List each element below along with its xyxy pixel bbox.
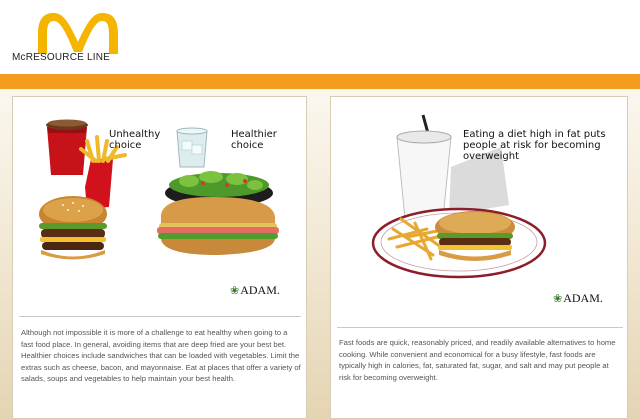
burger-icon bbox=[39, 196, 107, 260]
logo-text: McRESOURCE LINE bbox=[12, 52, 111, 63]
right-panel bbox=[330, 96, 628, 419]
adam-credit-text: ADAM. bbox=[563, 291, 603, 305]
adam-leaf-icon: ❀ bbox=[553, 293, 563, 305]
left-panel bbox=[12, 96, 307, 419]
adam-credit-text: ADAM. bbox=[240, 283, 280, 297]
adam-leaf-icon: ❀ bbox=[230, 285, 240, 297]
sub-sandwich-icon bbox=[157, 197, 279, 255]
label-healthier-line2: choice bbox=[231, 140, 264, 151]
left-description: Although not impossible it is more of a challenge to eat healthy when going to a fast food place. In general, avoiding items that are deep fried are your best bet. Healthier choices include sandwiches that can be loaded with vegetables. Limit the extras such as cheese, bacon, and mayonnaise. Eat at places that offer a variety of salads, soups and vegetables to help maintain your best health. bbox=[21, 328, 301, 384]
adam-credit bbox=[230, 283, 280, 298]
right-caption-line1: Eating a diet high in fat puts bbox=[463, 129, 606, 140]
mcdonalds-logo[interactable] bbox=[12, 12, 122, 64]
label-healthier bbox=[231, 129, 277, 151]
adam-credit bbox=[553, 291, 603, 306]
right-description: Fast foods are quick, reasonably priced, and readily available alternatives to home cooking. While convenient and economical for a busy lifestyle, fast foods are typically high in calories, fat, saturated fat, sugar, and salt and may put people at risk for becoming overweight. bbox=[339, 338, 616, 382]
header bbox=[0, 0, 640, 74]
right-caption-line2: people at risk for becoming bbox=[463, 140, 601, 151]
golden-arches-icon bbox=[32, 12, 124, 54]
right-caption-line3: overweight bbox=[463, 151, 520, 162]
label-unhealthy-line1: Unhealthy bbox=[109, 129, 161, 140]
label-unhealthy bbox=[109, 129, 160, 151]
divider bbox=[19, 316, 301, 317]
right-caption bbox=[463, 129, 606, 162]
water-glass-icon bbox=[177, 128, 207, 167]
label-healthier-line1: Healthier bbox=[231, 129, 277, 140]
brand-bar bbox=[0, 74, 640, 89]
divider bbox=[337, 327, 623, 328]
label-unhealthy-line2: choice bbox=[109, 140, 142, 151]
drink-cup-icon bbox=[397, 115, 451, 219]
